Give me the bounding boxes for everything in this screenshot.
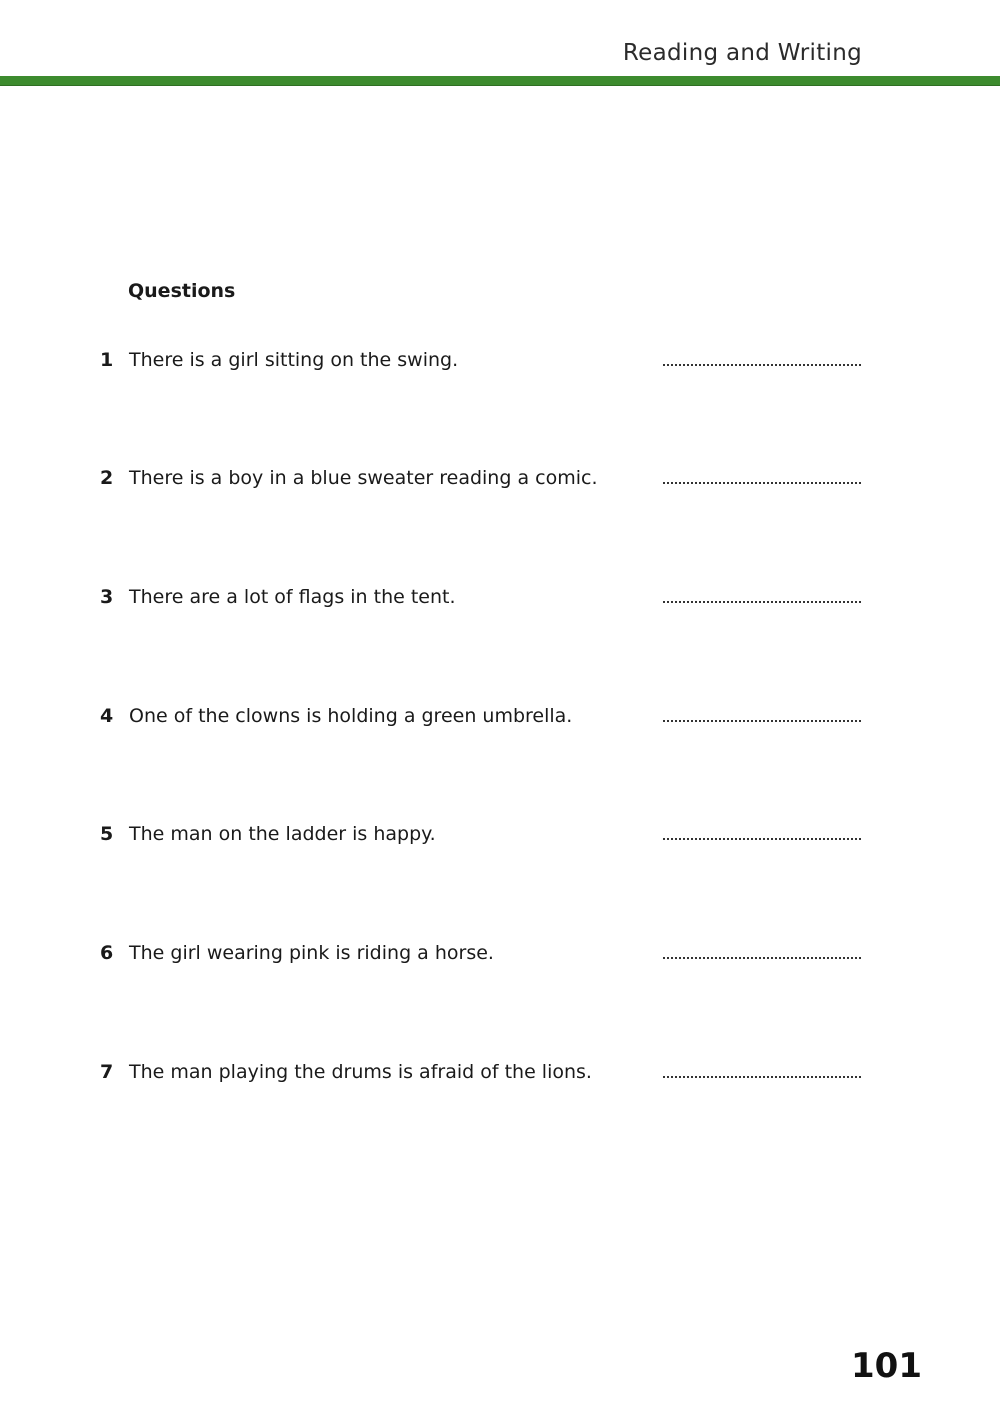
question-item xyxy=(100,349,865,379)
question-number: 1 xyxy=(100,349,114,371)
question-number: 3 xyxy=(100,586,114,608)
question-text: The man playing the drums is afraid of the lions. xyxy=(129,1061,592,1083)
question-text: There is a girl sitting on the swing. xyxy=(129,349,459,371)
question-text: There are a lot of flags in the tent. xyxy=(129,586,456,608)
question-number: 7 xyxy=(100,1061,114,1083)
page-number: 101 xyxy=(851,1346,922,1386)
question-text: The man on the ladder is happy. xyxy=(129,823,436,845)
answer-blank[interactable] xyxy=(663,957,861,959)
question-item xyxy=(100,942,865,972)
question-item xyxy=(100,586,865,616)
question-number: 2 xyxy=(100,467,114,489)
answer-blank[interactable] xyxy=(663,1076,861,1078)
question-number: 5 xyxy=(100,823,114,845)
answer-blank[interactable] xyxy=(663,364,861,366)
answer-blank[interactable] xyxy=(663,838,861,840)
question-text: The girl wearing pink is riding a horse. xyxy=(129,942,494,964)
question-item xyxy=(100,1061,865,1091)
page-header-title: Reading and Writing xyxy=(622,40,862,66)
question-item xyxy=(100,467,865,497)
section-heading: Questions xyxy=(128,280,236,302)
question-item xyxy=(100,823,865,853)
answer-blank[interactable] xyxy=(663,482,861,484)
answer-blank[interactable] xyxy=(663,601,861,603)
question-text: One of the clowns is holding a green umbrella. xyxy=(129,705,573,727)
question-item xyxy=(100,705,865,735)
question-text: There is a boy in a blue sweater reading a comic. xyxy=(129,467,598,489)
question-number: 6 xyxy=(100,942,114,964)
header-divider xyxy=(0,76,1000,85)
question-number: 4 xyxy=(100,705,114,727)
answer-blank[interactable] xyxy=(663,720,861,722)
